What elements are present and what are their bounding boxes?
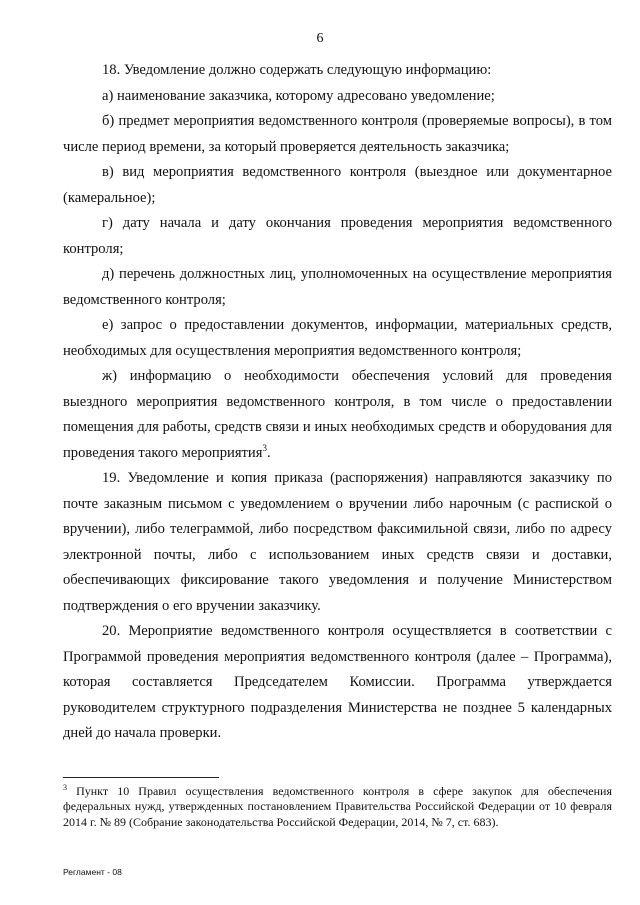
item-g: г) дату начала и дату окончания проведения мероприятия ведомственного контроля; [63,215,612,257]
item-d: д) перечень должностных лиц, уполномоченных на осуществление мероприятия ведомственного контроля; [63,266,612,308]
item-zh-text: ж) информацию о необходимости обеспечения условий для проведения выездного мероприятия ведомственного контроля, в том числе о предоставлении помещения для работы, средств связи и иных необходимых средств и оборудования для проведения такого мероприятия [63,368,612,461]
footnote-divider [63,777,219,778]
item-e: е) запрос о предоставлении документов, информации, материальных средств, необходимых для осуществления мероприятия ведомственного контроля; [63,317,612,359]
item-v: в) вид мероприятия ведомственного контроля (выездное или документарное (камеральное); [63,164,612,206]
item-a: а) наименование заказчика, которому адресовано уведомление; [102,87,495,104]
paragraph-18: 18. Уведомление должно содержать следующую информацию: [102,62,492,78]
item-b: б) предмет мероприятия ведомственного контроля (проверяемые вопросы), в том числе период времени, за который проверяется деятельность заказчика; [63,113,612,155]
page-number: 6 [316,31,324,46]
footnote-text: Пункт 10 Правил осуществления ведомственного контроля в сфере закупок для обеспечения федеральных нужд, утвержденных постановлением Правительства Российской Федерации от 10 февраля 2014 г. № 89 (Собрание законодательства Российской Федерации, 2014, № 7, ст. 683). [63,784,612,829]
document-body [63,58,612,747]
footnote [63,784,612,830]
paragraph-19: 19. Уведомление и копия приказа (распоряжения) направляются заказчику по почте заказным письмом с уведомлением о вручении либо нарочным (с распиской о вручении), либо телеграммой, либо посредством факсимильной связи, либо по адресу электронной почты, либо с использованием иных средств связи и доставки, обеспечивающих фиксирование такого уведомления и получение Министерством подтверждения о его вручении заказчику. [63,470,612,614]
item-zh-period: . [266,444,271,461]
paragraph-20: 20. Мероприятие ведомственного контроля осуществляется в соответствии с Программой проведения мероприятия ведомственного контроля (далее – Программа), которая составляется Председателем Комиссии. Программа утверждается руководителем структурного подразделения Министерства не позднее 5 календарных дней до начала проверки. [63,623,612,741]
footnote-reference: 3 [262,442,267,453]
document-stamp: Регламент - 08 [63,867,122,877]
item-zh [63,364,612,466]
footnote-mark: 3 [63,783,67,792]
